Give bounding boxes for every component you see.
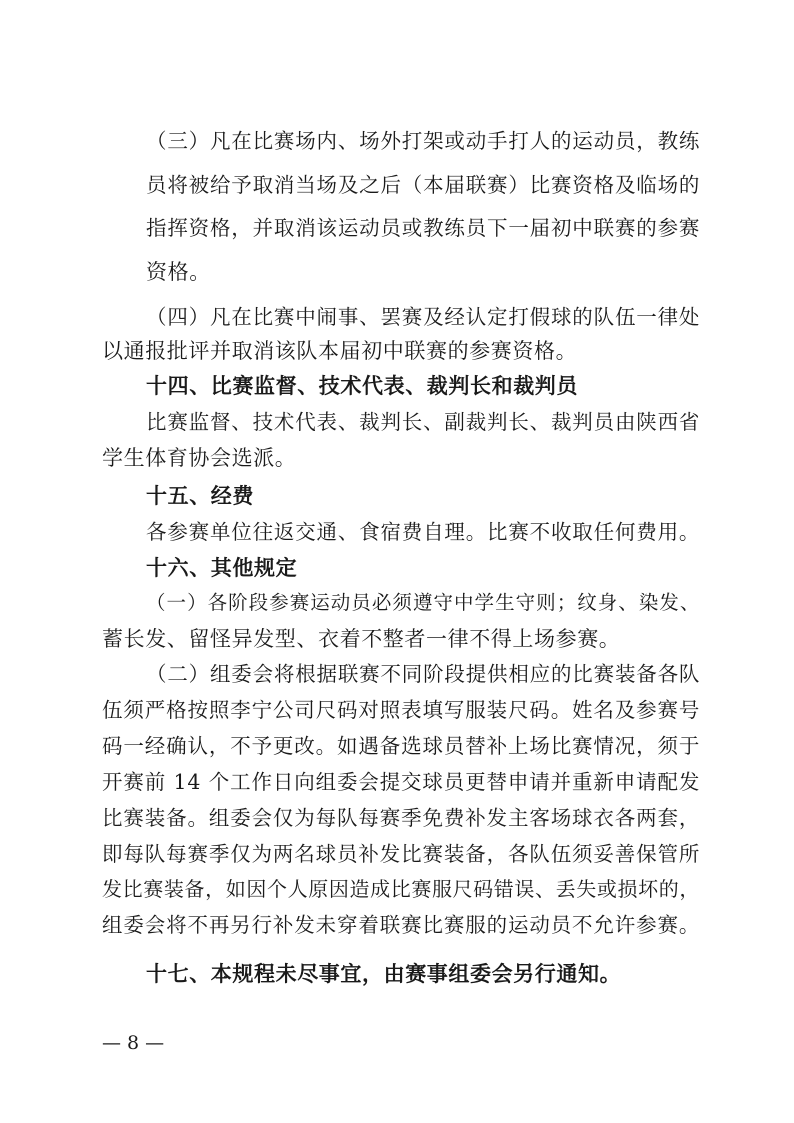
page-number: — 8 — — [102, 1032, 165, 1054]
paragraph-line: 比赛装备。组委会仅为每队每赛季免费补发主客场球衣各两套， — [102, 806, 701, 830]
paragraph-line: （四）凡在比赛中闹事、罢赛及经认定打假球的队伍一律处 — [146, 305, 701, 329]
paragraph-line: 伍须严格按照李宁公司尺码对照表填写服装尺码。姓名及参赛号 — [102, 698, 701, 722]
paragraph-line: 学生体育协会选派。 — [102, 446, 297, 470]
paragraph-line: 发比赛装备，如因个人原因造成比赛服尺码错误、丢失或损坏的， — [102, 877, 701, 901]
paragraph-line: （二）组委会将根据联赛不同阶段提供相应的比赛装备各队 — [146, 662, 701, 686]
section-heading: 十六、其他规定 — [146, 556, 298, 580]
paragraph-line: 蓄长发、留怪异发型、衣着不整者一律不得上场参赛。 — [102, 627, 621, 651]
paragraph-line: 组委会将不再另行补发未穿着联赛比赛服的运动员不允许参赛。 — [102, 913, 701, 937]
paragraph-line: （三）凡在比赛场内、场外打架或动手打人的运动员，教练 — [146, 129, 701, 153]
paragraph-line: 比赛监督、技术代表、裁判长、副裁判长、裁判员由陕西省 — [146, 410, 701, 434]
paragraph-line: 开赛前 14 个工作日向组委会提交球员更替申请并重新申请配发 — [102, 770, 701, 794]
paragraph-line: （一）各阶段参赛运动员必须遵守中学生守则；纹身、染发、 — [146, 591, 701, 614]
section-heading: 十七、本规程未尽事宜，由赛事组委会另行通知。 — [146, 962, 622, 986]
paragraph-line: 码一经确认，不予更改。如遇备选球员替补上场比赛情况，须于 — [102, 734, 701, 758]
section-heading: 十五、经费 — [146, 484, 254, 508]
section-heading: 十四、比赛监督、技术代表、裁判长和裁判员 — [146, 374, 578, 398]
paragraph-line: 各参赛单位往返交通、食宿费自理。比赛不收取任何费用。 — [146, 520, 701, 544]
paragraph-line: 资格。 — [146, 260, 211, 284]
paragraph-line: 即每队每赛季仅为两名球员补发比赛装备，各队伍须妥善保管所 — [102, 842, 701, 866]
paragraph-line: 员将被给予取消当场及之后（本届联赛）比赛资格及临场的 — [146, 173, 701, 197]
paragraph-line: 指挥资格，并取消该运动员或教练员下一届初中联赛的参赛 — [146, 216, 701, 240]
paragraph-line: 以通报批评并取消该队本届初中联赛的参赛资格。 — [102, 339, 578, 363]
